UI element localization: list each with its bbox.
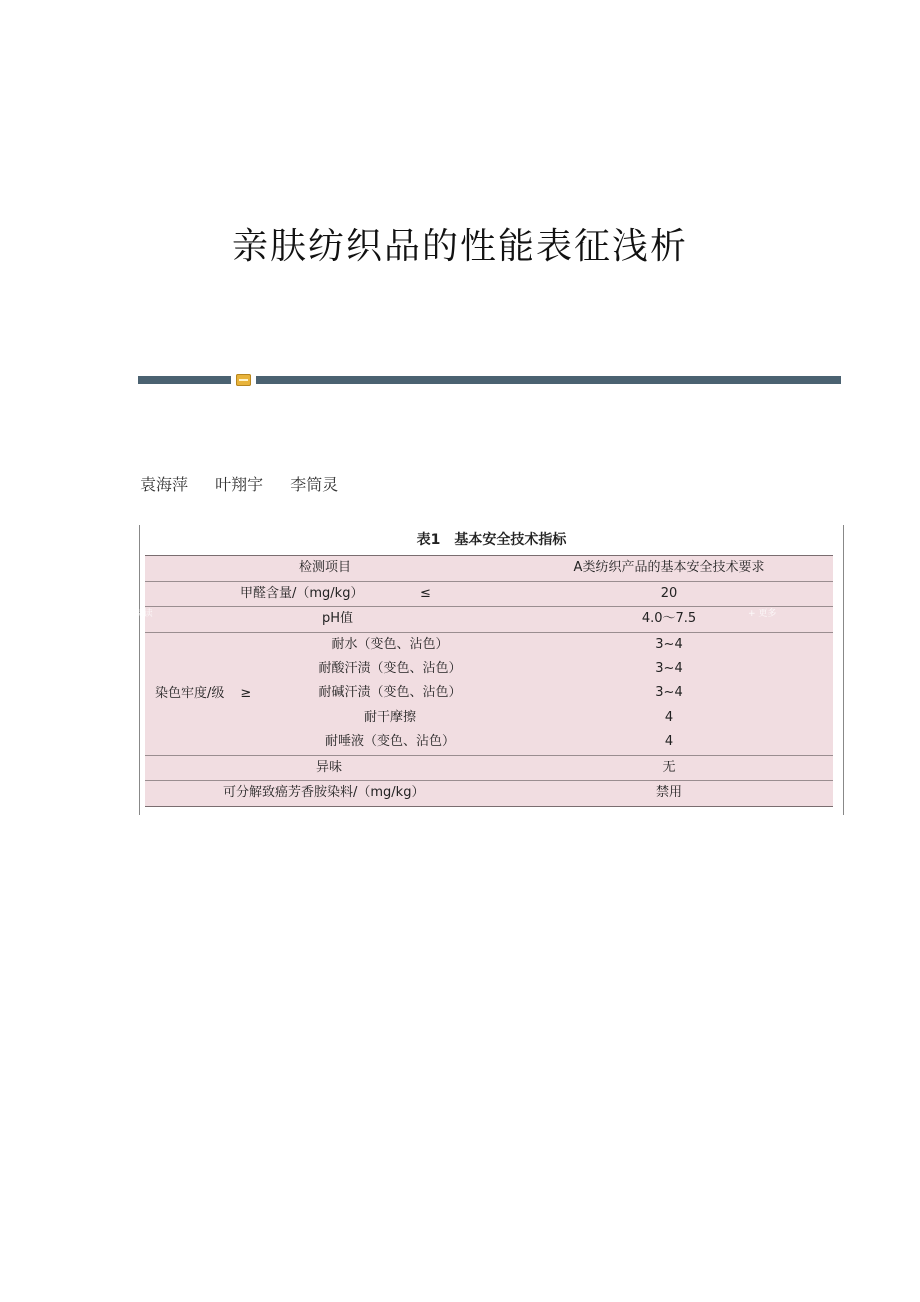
colorfastness-item-label: 耐碱汗渍（变色、沾色） <box>318 685 462 701</box>
author-name: 袁海萍 <box>140 475 189 494</box>
header-requirement: A类纺织产品的基本安全技术要求 <box>573 560 765 575</box>
divider-bar-right <box>256 376 841 384</box>
author-name: 叶翔宇 <box>215 475 264 494</box>
formaldehyde-symbol: ≤ <box>420 585 431 601</box>
header-item: 检测项目 <box>298 560 351 575</box>
colorfastness-item-value: 3~4 <box>655 685 683 701</box>
colorfastness-label: 染色牢度/级 ≥ <box>155 685 252 701</box>
ph-label: pH值 <box>322 611 354 626</box>
colorfastness-item-value: 3~4 <box>655 660 683 676</box>
colorfastness-item-label: 耐水（变色、沾色） <box>331 636 449 652</box>
author-list <box>140 472 360 495</box>
odor-value: 无 <box>662 759 676 775</box>
table-row-ph <box>145 607 833 633</box>
more-link[interactable]: + 更多 <box>748 609 777 619</box>
table-caption: 表1 基本安全技术指标 <box>416 532 567 548</box>
author-name: 李筒灵 <box>290 475 339 494</box>
table-row-azo-dyes <box>145 781 833 807</box>
colorfastness-item-value: 4 <box>664 734 674 750</box>
ph-value: 4.0～7.5 <box>641 611 697 626</box>
divider-bar-left <box>138 376 231 384</box>
colorfastness-item-label: 耐干摩擦 <box>363 709 416 725</box>
safety-table <box>145 555 833 807</box>
colorfastness-item-label: 耐唾液（变色、沾色） <box>324 734 455 750</box>
table-row-formaldehyde <box>145 582 833 608</box>
table-row-odor <box>145 756 833 782</box>
odor-label: 异味 <box>316 759 343 775</box>
toolbar-overlay-text: 录提纲 智能语音 多媒体 《读者》阅读 <box>0 609 153 619</box>
colorfastness-item-value: 3~4 <box>655 636 683 652</box>
table-group-colorfastness <box>145 633 833 756</box>
table-header-row <box>145 555 833 582</box>
title-divider <box>138 374 841 386</box>
safety-table-image <box>139 525 844 815</box>
divider-ornament-icon <box>236 374 251 386</box>
formaldehyde-label: 甲醛含量/（mg/kg） <box>240 585 364 601</box>
azo-dyes-label: 可分解致癌芳香胺染料/（mg/kg） <box>223 785 425 800</box>
colorfastness-symbol: ≥ <box>240 685 252 701</box>
azo-dyes-value: 禁用 <box>655 785 682 800</box>
colorfastness-item-value: 4 <box>664 709 674 725</box>
document-title: 亲肤纺织品的性能表征浅析 <box>231 226 688 267</box>
formaldehyde-value: 20 <box>660 585 678 601</box>
colorfastness-item-label: 耐酸汗渍（变色、沾色） <box>318 660 462 676</box>
